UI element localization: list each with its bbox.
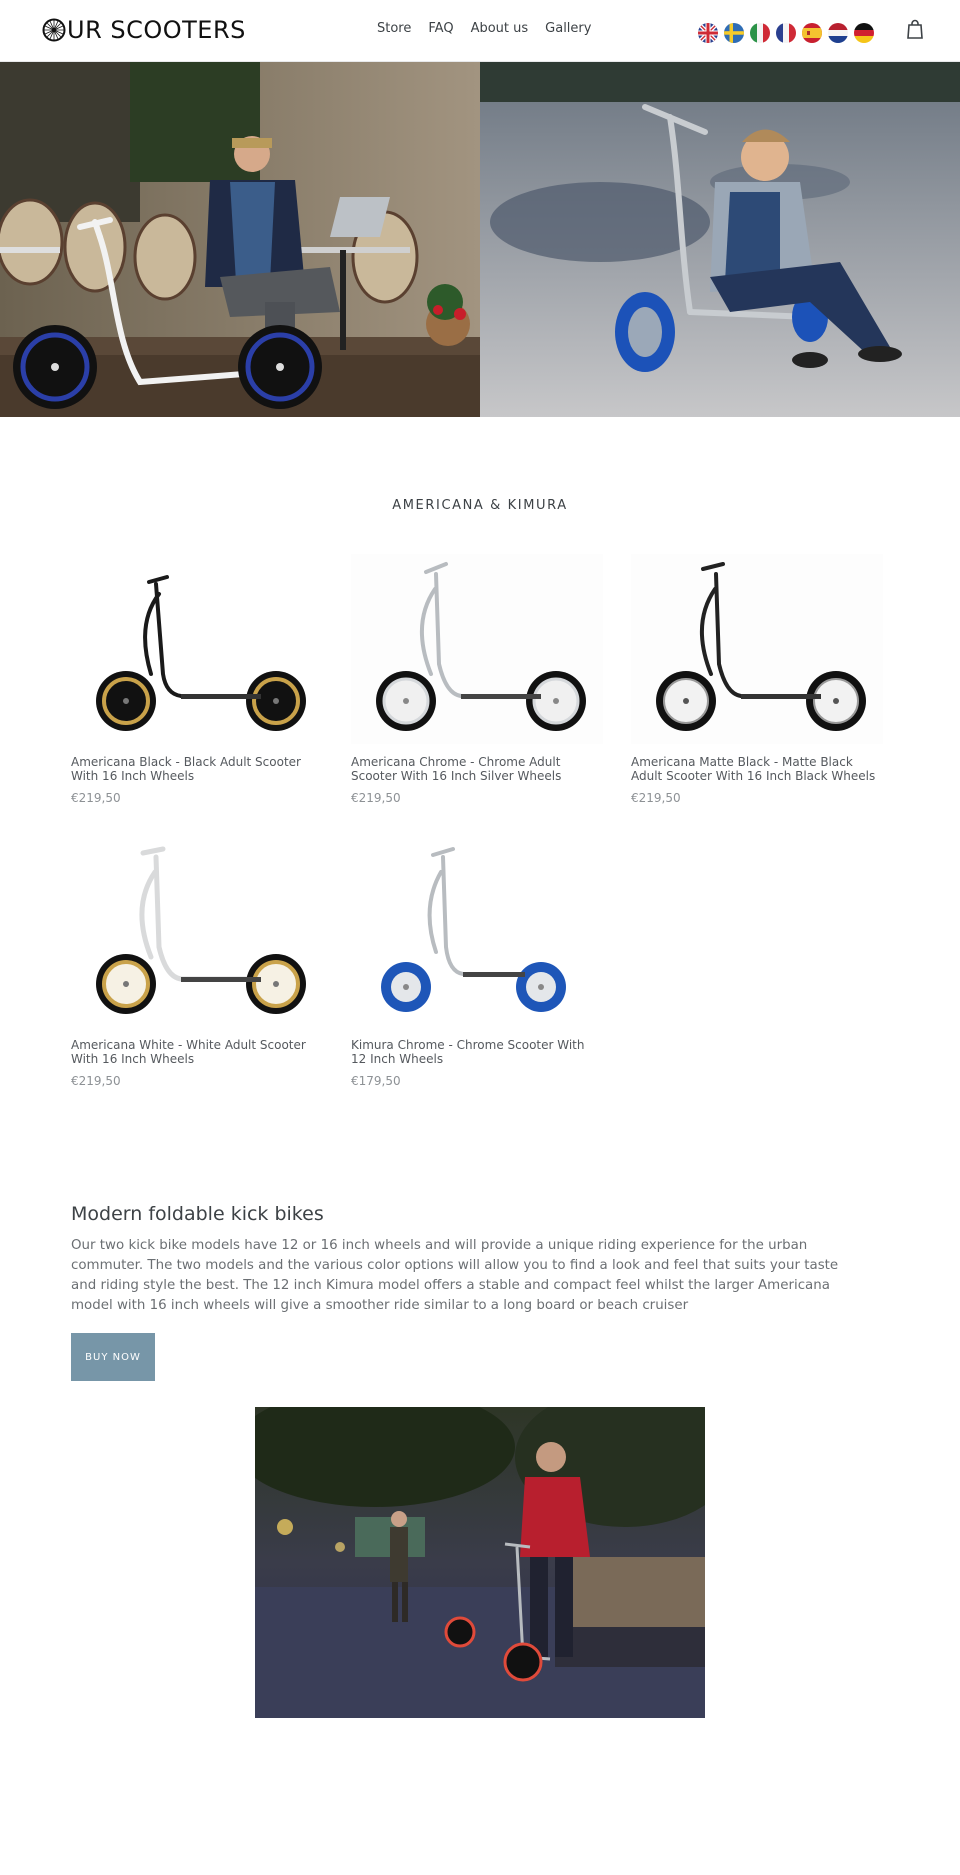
scooter-matte-black-photo[interactable] — [631, 554, 883, 744]
product-price: €219,50 — [71, 1074, 121, 1088]
nav-item-about-us[interactable]: About us — [470, 21, 529, 36]
nav-item-faq[interactable]: FAQ — [428, 21, 454, 36]
italy-flag-icon[interactable] — [750, 23, 770, 43]
product-title[interactable]: Americana Matte Black - Matte Black Adult Scooter With 16 Inch Black Wheels — [631, 755, 876, 783]
buy-now-button[interactable]: BUY NOW — [71, 1333, 155, 1381]
product-title[interactable]: Americana Black - Black Adult Scooter With 16 Inch Wheels — [71, 755, 301, 783]
feature-heading: Modern foldable kick bikes — [71, 1203, 324, 1225]
nav-item-store[interactable]: Store — [377, 21, 412, 36]
feature-description: Our two kick bike models have 12 or 16 inch wheels and will provide a unique riding experience for the urban commuter. The two models and the various color options will allow you to find a look and feel that suits your taste and riding style the best. The 12 inch Kimura model offers a stable and compact feel whilst the larger Americana model with 16 inch wheels will give a smoother ride similar to a long board or beach cruiser — [71, 1238, 839, 1313]
feature-image — [255, 1407, 705, 1718]
product-title[interactable]: Kimura Chrome - Chrome Scooter With 12 Inch Wheels — [351, 1038, 585, 1066]
sweden-flag-icon[interactable] — [724, 23, 744, 43]
scooter-chrome-photo[interactable] — [351, 554, 603, 744]
hero-image-boy — [480, 62, 960, 417]
site-header — [0, 0, 960, 62]
hero-banner — [0, 62, 960, 417]
site-logo[interactable] — [42, 15, 246, 45]
product-card[interactable] — [351, 837, 603, 1088]
logo-text: UR SCOOTERS — [67, 16, 246, 44]
collection-title: AMERICANA & KIMURA — [392, 498, 568, 513]
product-price: €219,50 — [631, 791, 681, 805]
nav-item-gallery[interactable]: Gallery — [545, 21, 592, 36]
product-price: €219,50 — [351, 791, 401, 805]
cafe-man-with-scooter-photo — [0, 62, 480, 417]
france-flag-icon[interactable] — [776, 23, 796, 43]
shopping-bag-icon[interactable] — [906, 19, 924, 39]
germany-flag-icon[interactable] — [854, 23, 874, 43]
product-card[interactable] — [71, 554, 323, 805]
wheel-logo-icon — [42, 18, 66, 42]
product-title[interactable]: Americana Chrome - Chrome Adult Scooter With 16 Inch Silver Wheels — [351, 755, 562, 783]
boy-sitting-on-scooter-photo — [480, 62, 960, 417]
product-title[interactable]: Americana White - White Adult Scooter With 16 Inch Wheels — [71, 1038, 306, 1066]
product-card[interactable] — [351, 554, 603, 805]
product-card[interactable] — [71, 837, 323, 1088]
product-price: €179,50 — [351, 1074, 401, 1088]
man-with-scooter-street-photo — [255, 1407, 705, 1718]
scooter-black-photo[interactable] — [71, 554, 323, 744]
language-selector — [698, 23, 880, 43]
main-nav — [377, 19, 608, 39]
product-card[interactable] — [631, 554, 883, 805]
hero-image-cafe — [0, 62, 480, 417]
scooter-white-photo[interactable] — [71, 837, 323, 1027]
product-price: €219,50 — [71, 791, 121, 805]
scooter-kimura-chrome-photo[interactable] — [351, 837, 603, 1027]
netherlands-flag-icon[interactable] — [828, 23, 848, 43]
uk-flag-icon[interactable] — [698, 23, 718, 43]
spain-flag-icon[interactable] — [802, 23, 822, 43]
